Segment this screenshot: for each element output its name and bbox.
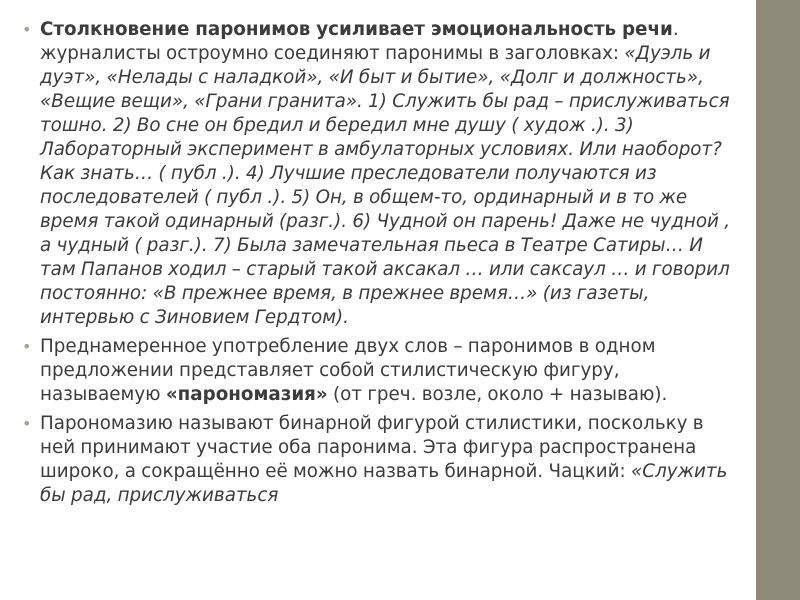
bullet-list (22, 18, 736, 508)
bullet-dot-icon: • (22, 414, 32, 433)
term-paronomasia: «парономазия» (165, 384, 328, 405)
bullet-examples: «Дуэль и дуэт», «Нелады с наладкой», «И быт и бытие», «Долг и должность», «Вещие вещи», «Грани гранита». 1) Служить бы рад – прислуживаться тошно. 2) Во сне он бредил и бередил мне душу ( худож .). 3) Лабораторный эксперимент в амбулаторных условиях. Или наоборот? Как знать… ( публ .). 4) Лучшие преследователи получаются из последователей ( публ .). 5) Он, в общем-то, ординарный и в то же время такой одинарный (разг.). 6) Чудной он парень! Даже не чудной , а чудный ( разг.). 7) Была замечательная пьеса в Театре Сатиры… И там Папанов ходил – старый такой аксакал … или саксаул … и говорил постоянно: «В прежнее время, в прежнее время…» (из газеты, интервью с Зиновием Гердтом). (40, 43, 731, 328)
slide-content (22, 18, 736, 513)
bullet-heading: Столкновение паронимов усиливает эмоциональность речи (40, 19, 673, 40)
definition-etymology: (от греч. возле, около + называю). (327, 384, 668, 405)
bullet-heading-end: . (672, 19, 679, 40)
definition-text: Преднамеренное употребление двух слов – паронимов в одном предложении представляет собой стилистическую фигуру, называемую (40, 336, 656, 405)
bullet-dot-icon: • (22, 20, 32, 39)
decorative-sidebar (756, 0, 800, 600)
chatsky-quote: «Служить бы рад, прислуживаться (40, 461, 728, 506)
bullet-item-binary-figure (22, 412, 736, 508)
bullet-intro: журналисты остроумно соединяют паронимы в заголовках: (40, 43, 620, 64)
bullet-item-paronomasia-definition (22, 335, 736, 407)
bullet-item-emotionality (22, 18, 736, 330)
bullet-dot-icon: • (22, 337, 32, 356)
binary-figure-text: Парономазию называют бинарной фигурой стилистики, поскольку в ней принимают участие оба паронима. Эта фигура распространена широко, а сокращённо её можно назвать бинарной. Чацкий: (40, 413, 704, 482)
